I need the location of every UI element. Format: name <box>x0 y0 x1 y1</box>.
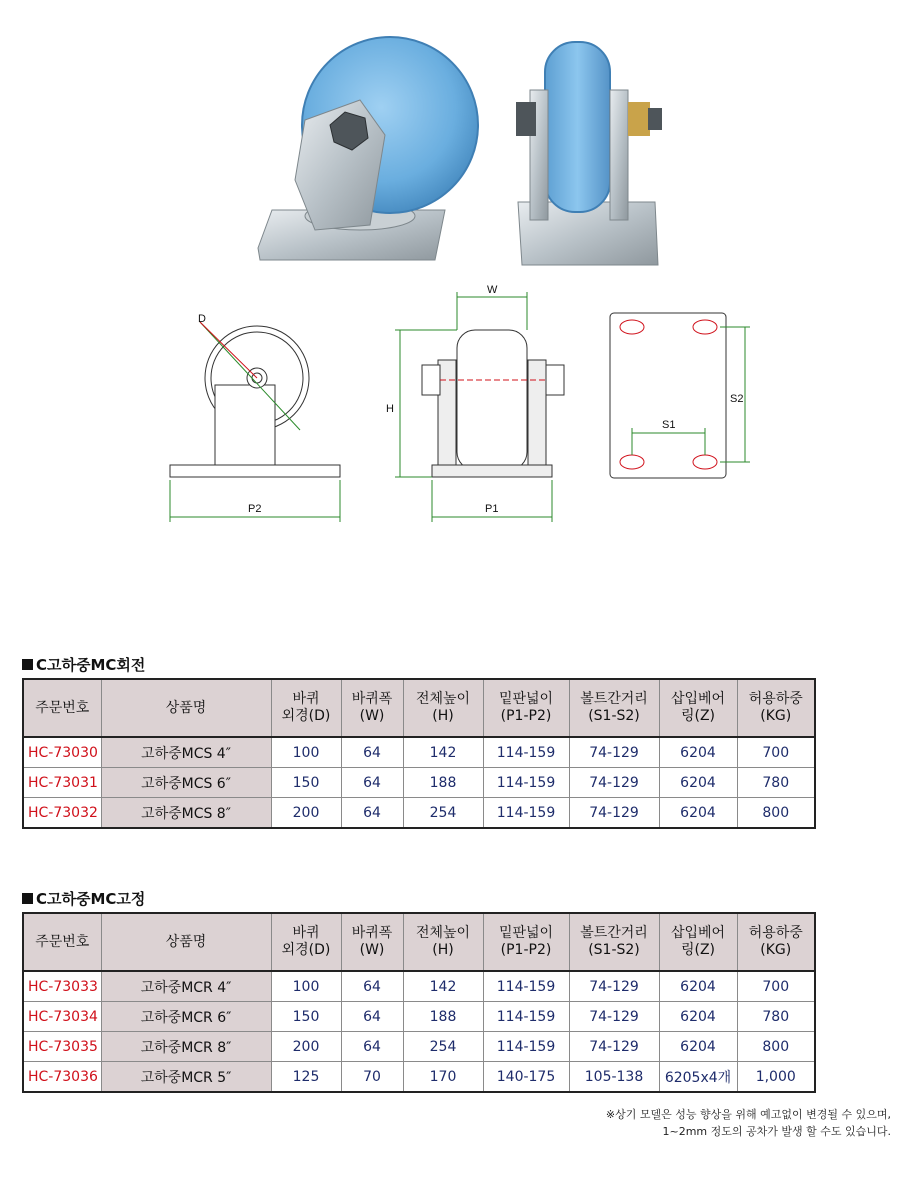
cell-height: 188 <box>403 1002 483 1032</box>
section-title-rigid <box>22 888 145 909</box>
table-row <box>23 1062 815 1093</box>
order-code: HC-73034 <box>23 1002 101 1032</box>
cell-diameter: 125 <box>271 1062 341 1093</box>
section-title-text: C고하중MC고정 <box>36 890 146 908</box>
cell-load: 700 <box>737 971 815 1002</box>
cell-height: 254 <box>403 1032 483 1062</box>
top-view-drawing <box>610 313 750 478</box>
cell-plate: 114-159 <box>483 737 569 768</box>
header-total-height: 전체높이 (H) <box>403 913 483 971</box>
order-code: HC-73032 <box>23 798 101 829</box>
product-name: 고하중MCR 4″ <box>101 971 271 1002</box>
header-load: 허용하중 (KG) <box>737 913 815 971</box>
header-wheel-diameter: 바퀴 외경(D) <box>271 679 341 737</box>
header-plate-size: 밑판넓이 (P1-P2) <box>483 679 569 737</box>
cell-width: 64 <box>341 798 403 829</box>
label-d: D <box>198 313 206 325</box>
cell-bearing: 6204 <box>659 768 737 798</box>
table-header-row <box>23 913 815 971</box>
label-p1: P1 <box>485 503 499 515</box>
product-name: 고하중MCR 5″ <box>101 1062 271 1093</box>
cell-width: 64 <box>341 1002 403 1032</box>
table-row <box>23 737 815 768</box>
cell-width: 64 <box>341 971 403 1002</box>
swivel-caster-photo <box>258 37 478 260</box>
table-row <box>23 1032 815 1062</box>
square-bullet-icon <box>22 893 33 904</box>
cell-bolt: 74-129 <box>569 1002 659 1032</box>
table-row <box>23 971 815 1002</box>
cell-load: 1,000 <box>737 1062 815 1093</box>
cell-bearing: 6204 <box>659 737 737 768</box>
square-bullet-icon <box>22 659 33 670</box>
dimension-drawings <box>160 280 760 530</box>
cell-bolt: 74-129 <box>569 798 659 829</box>
cell-bearing: 6205x4개 <box>659 1062 737 1093</box>
product-name: 고하중MCS 6″ <box>101 768 271 798</box>
cell-plate: 114-159 <box>483 798 569 829</box>
header-bolt-spacing: 볼트간거리 (S1-S2) <box>569 679 659 737</box>
cell-height: 188 <box>403 768 483 798</box>
cell-height: 254 <box>403 798 483 829</box>
caster-photo <box>250 30 670 275</box>
product-name: 고하중MCR 6″ <box>101 1002 271 1032</box>
label-w: W <box>487 284 498 296</box>
cell-load: 780 <box>737 768 815 798</box>
cell-bolt: 74-129 <box>569 971 659 1002</box>
header-order-no: 주문번호 <box>23 679 101 737</box>
label-s1: S1 <box>662 419 676 431</box>
table-row <box>23 768 815 798</box>
cell-height: 142 <box>403 971 483 1002</box>
footnote-line-2: 1~2mm 정도의 공차가 발생 할 수도 있습니다. <box>662 1125 891 1138</box>
footnote <box>606 1106 891 1140</box>
order-code: HC-73033 <box>23 971 101 1002</box>
cell-plate: 140-175 <box>483 1062 569 1093</box>
spec-table-swivel <box>22 678 816 829</box>
section-title-text: C고하중MC회전 <box>36 656 146 674</box>
footnote-line-1: ※상기 모델은 성능 향상을 위해 예고없이 변경될 수 있으며, <box>605 1108 891 1121</box>
cell-diameter: 150 <box>271 768 341 798</box>
cell-width: 64 <box>341 768 403 798</box>
side-view-drawing <box>170 322 340 522</box>
header-wheel-width: 바퀴폭 (W) <box>341 679 403 737</box>
cell-load: 780 <box>737 1002 815 1032</box>
product-name: 고하중MCS 4″ <box>101 737 271 768</box>
cell-load: 800 <box>737 798 815 829</box>
order-code: HC-73031 <box>23 768 101 798</box>
label-s2: S2 <box>730 393 744 405</box>
header-bearing: 삽입베어 링(Z) <box>659 679 737 737</box>
header-load: 허용하중 (KG) <box>737 679 815 737</box>
label-h: H <box>386 403 394 415</box>
cell-diameter: 150 <box>271 1002 341 1032</box>
product-name: 고하중MCS 8″ <box>101 798 271 829</box>
header-bolt-spacing: 볼트간거리 (S1-S2) <box>569 913 659 971</box>
cell-bolt: 74-129 <box>569 1032 659 1062</box>
header-plate-size: 밑판넓이 (P1-P2) <box>483 913 569 971</box>
product-name: 고하중MCR 8″ <box>101 1032 271 1062</box>
header-wheel-diameter: 바퀴 외경(D) <box>271 913 341 971</box>
cell-width: 70 <box>341 1062 403 1093</box>
cell-load: 800 <box>737 1032 815 1062</box>
cell-height: 170 <box>403 1062 483 1093</box>
cell-plate: 114-159 <box>483 768 569 798</box>
cell-bearing: 6204 <box>659 971 737 1002</box>
spec-table-rigid <box>22 912 816 1093</box>
header-wheel-width: 바퀴폭 (W) <box>341 913 403 971</box>
header-bearing: 삽입베어 링(Z) <box>659 913 737 971</box>
cell-bearing: 6204 <box>659 1002 737 1032</box>
cell-bolt: 74-129 <box>569 737 659 768</box>
header-product-name: 상품명 <box>101 913 271 971</box>
order-code: HC-73030 <box>23 737 101 768</box>
section-title-swivel <box>22 654 145 675</box>
cell-bolt: 74-129 <box>569 768 659 798</box>
cell-plate: 114-159 <box>483 971 569 1002</box>
label-p2: P2 <box>248 503 262 515</box>
header-total-height: 전체높이 (H) <box>403 679 483 737</box>
front-view-drawing <box>395 292 564 522</box>
cell-bolt: 105-138 <box>569 1062 659 1093</box>
order-code: HC-73035 <box>23 1032 101 1062</box>
cell-height: 142 <box>403 737 483 768</box>
cell-bearing: 6204 <box>659 798 737 829</box>
cell-width: 64 <box>341 737 403 768</box>
cell-plate: 114-159 <box>483 1002 569 1032</box>
cell-diameter: 200 <box>271 1032 341 1062</box>
table-header-row <box>23 679 815 737</box>
rigid-caster-photo <box>516 42 662 265</box>
cell-diameter: 100 <box>271 971 341 1002</box>
header-order-no: 주문번호 <box>23 913 101 971</box>
cell-diameter: 200 <box>271 798 341 829</box>
cell-diameter: 100 <box>271 737 341 768</box>
cell-bearing: 6204 <box>659 1032 737 1062</box>
cell-width: 64 <box>341 1032 403 1062</box>
header-product-name: 상품명 <box>101 679 271 737</box>
table-row <box>23 1002 815 1032</box>
cell-load: 700 <box>737 737 815 768</box>
order-code: HC-73036 <box>23 1062 101 1093</box>
cell-plate: 114-159 <box>483 1032 569 1062</box>
table-row <box>23 798 815 829</box>
